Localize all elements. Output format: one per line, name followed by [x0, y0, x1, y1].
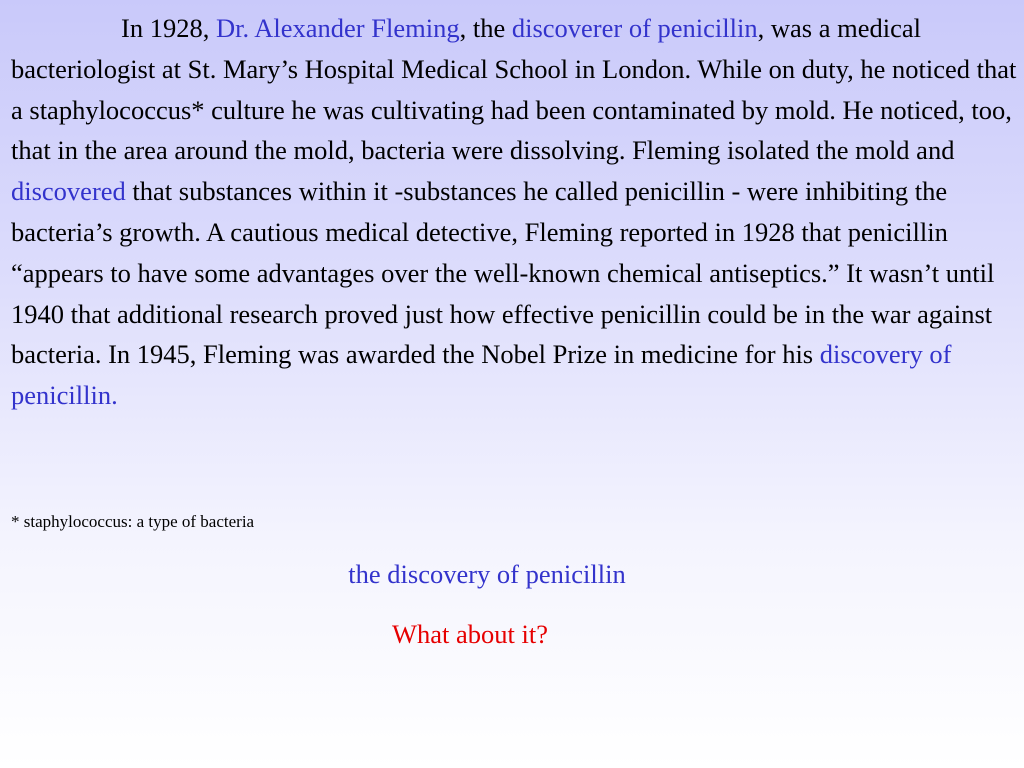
footnote: * staphylococcus: a type of bacteria — [11, 512, 255, 531]
paragraph-text: In 1928, — [121, 13, 216, 43]
highlight-discoverer: discoverer of penicillin — [511, 13, 758, 43]
highlight-discovery: discovery of penicillin. — [11, 339, 952, 411]
main-paragraph — [11, 8, 1017, 416]
highlight-discovered: discovered — [11, 176, 126, 207]
highlight-fleming: Dr. Alexander Fleming — [215, 13, 460, 43]
topic-heading: the discovery of penicillin — [348, 559, 626, 589]
paragraph-text: that substances within it -substances he called penicillin - were inhibiting the bacteria’s growth. A cautious medical detective, Fleming reported in 1928 that penicillin “appears to have some advantages over the well-known chemical antiseptics.” It wasn’t until 1940 that additional research proved just how effective penicillin could be in the war against bacteria. In 1945, Fleming was awarded the Nobel Prize in medicine for his — [11, 176, 995, 370]
paragraph-text: , the — [459, 13, 512, 43]
paragraph-text: , was a medical bacteriologist at St. Mary’s Hospital Medical School in London. While on duty, he noticed that a staphylococcus* culture he was cultivating had been contaminated by mold. He noticed, too, that in the area around the mold, bacteria were dissolving. Fleming isolated the mold and — [11, 13, 1017, 166]
question-text: What about it? — [392, 619, 548, 649]
